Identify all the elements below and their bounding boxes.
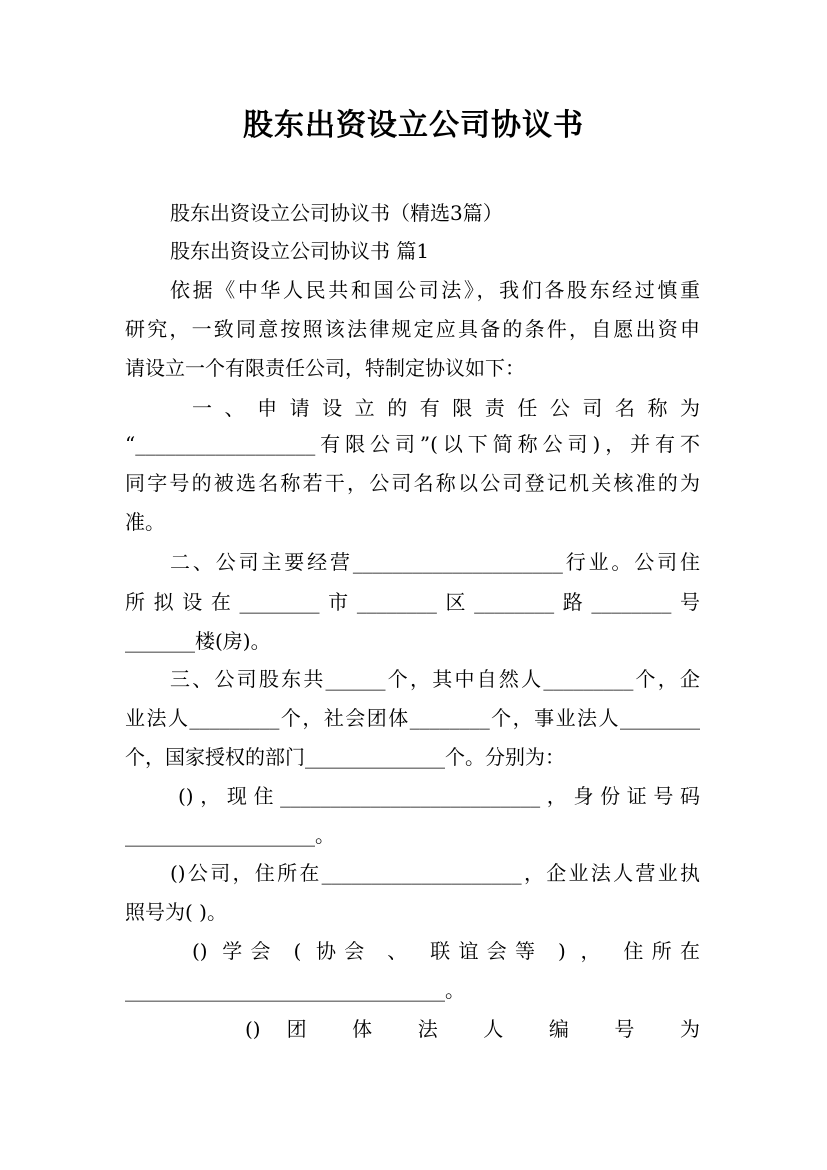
paragraph-line: ()，现住__________________________，身份证号码 xyxy=(178,784,700,808)
paragraph-line: ()公司，住所在____________________，企业法人营业执 xyxy=(170,861,700,885)
document-title: 股东出资设立公司协议书 xyxy=(243,108,584,143)
paragraph-line: 股东出资设立公司协议书 篇1 xyxy=(170,239,430,263)
paragraph-line: 股东出资设立公司协议书（精选3篇） xyxy=(170,201,503,225)
paragraph-line: 三、公司股东共______个，其中自然人_________个，企 xyxy=(170,667,700,691)
paragraph-line: 个，国家授权的部门______________个。分别为： xyxy=(125,745,565,769)
paragraph-line: 所拟设在________市________区________路________号 xyxy=(125,590,700,614)
paragraph-line: 研究，一致同意按照该法律规定应具备的条件，自愿出资申 xyxy=(125,317,700,341)
paragraph-line: () 团 体 法 人 编 号 为 xyxy=(245,1017,700,1041)
paragraph-line: 业法人_________个，社会团体________个，事业法人________ xyxy=(125,706,700,730)
paragraph-line: 依据《中华人民共和国公司法》，我们各股东经过慎重 xyxy=(170,278,700,302)
paragraph-line: () 学会 ( 协会 、 联谊会等 ) ， 住所在 xyxy=(192,939,700,963)
paragraph-line: _______楼(房)。 xyxy=(125,629,271,653)
paragraph-line: 照号为( )。 xyxy=(125,900,227,924)
paragraph-line: 同字号的被选名称若干，公司名称以公司登记机关核准的为 xyxy=(125,471,700,495)
paragraph-line: ___________________。 xyxy=(125,823,335,847)
paragraph-line: “__________________有限公司”(以下简称公司)，并有不 xyxy=(125,432,700,456)
paragraph-line: 准。 xyxy=(125,510,165,534)
paragraph-line: 一、申请设立的有限责任公司名称为 xyxy=(192,396,700,420)
paragraph-line: 二、公司主要经营_____________________行业。公司住 xyxy=(170,550,700,574)
paragraph-line: 请设立一个有限责任公司，特制定协议如下： xyxy=(125,356,525,380)
paragraph-line: ________________________________。 xyxy=(125,978,465,1002)
